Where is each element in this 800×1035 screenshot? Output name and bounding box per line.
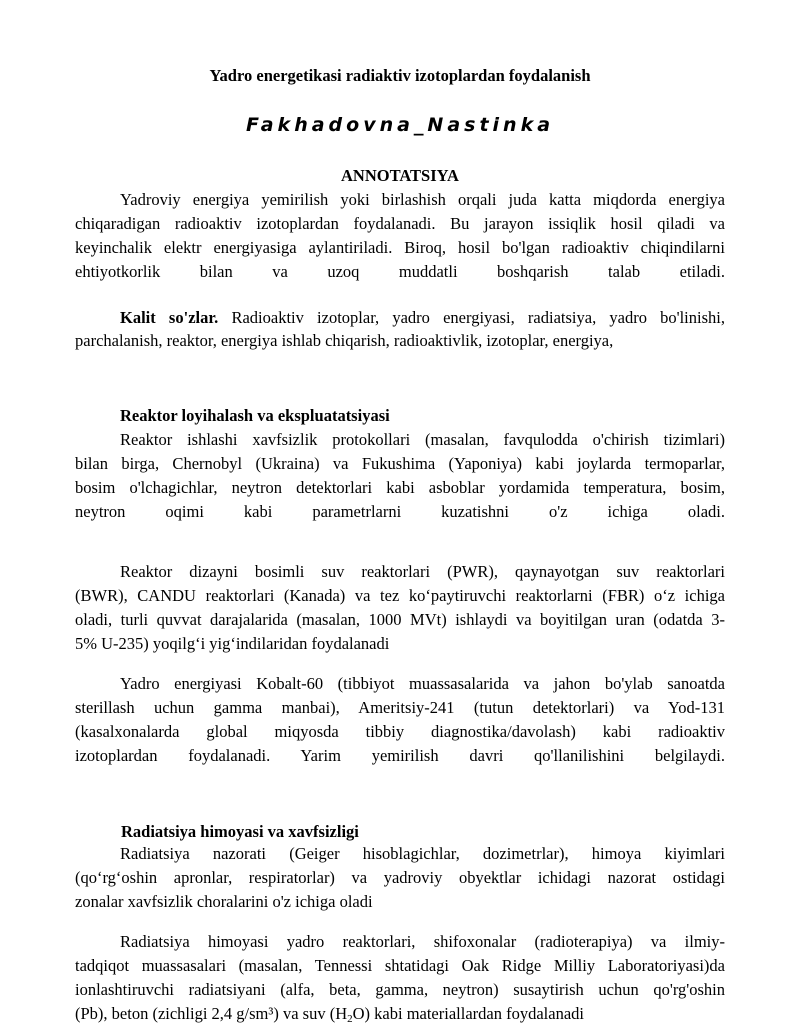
paragraph-line: 5% U-235) yoqilg‘i yig‘indilaridan foydalanadi xyxy=(75,634,390,653)
paragraph-line: Reaktor ishlashi xavfsizlik protokollari (masalan, favqulodda o'chirish tizimlari) xyxy=(120,430,725,449)
paragraph-line: (kasalxonalarda global miqyosda tibbiy diagnostika/davolash) kabi radioaktiv xyxy=(75,722,725,741)
paragraph-line: Reaktor dizayni bosimli suv reaktorlari (PWR), qaynayotgan suv reaktorlari xyxy=(120,562,725,581)
paragraph-line: (qo‘rg‘oshin apronlar, respiratorlar) va yadroviy obyektlar ichidagi nazorat ostidagi xyxy=(75,868,725,887)
annotation-line: chiqaradigan radioaktiv izotoplardan foydalanadi. Bu jarayon issiqlik hosil qiladi va xyxy=(75,214,725,233)
subscript: 2 xyxy=(347,1013,353,1025)
paragraph-line: neytron oqimi kabi parametrlarni kuzatishni o'z ichiga oladi. xyxy=(75,502,725,521)
paragraph-line: bosim o'lchagichlar, neytron detektorlari kabi asboblar yordamida temperatura, bosim, xyxy=(75,478,725,497)
section-heading: Reaktor loyihalash va ekspluatatsiyasi xyxy=(120,406,390,425)
paragraph-line: Radiatsiya nazorati (Geiger hisoblagichlar, dozimetrlar), himoya kiyimlari xyxy=(120,844,725,863)
paragraph-line: izotoplardan foydalanadi. Yarim yemirilish davri qo'llanilishini belgilaydi. xyxy=(75,746,725,765)
paragraph-line: ionlashtiruvchi radiatsiyani (alfa, beta, gamma, neytron) susaytirish uchun qo'rg'oshin xyxy=(75,980,725,999)
paragraph-line: oladi, turli quvvat darajalarida (masalan, 1000 MVt) ishlaydi va boyitilgan uran (odatda 3- xyxy=(75,610,725,629)
paragraph-line: tadqiqot muassasalari (masalan, Tennessi shtatidagi Oak Ridge Milliy Laboratoriyasi)da xyxy=(75,956,725,975)
paragraph-line: Radiatsiya himoyasi yadro reaktorlari, shifoxonalar (radioterapiya) va ilmiy- xyxy=(120,932,725,951)
keywords-label: Kalit so'zlar. xyxy=(120,308,219,327)
author-name: Fakhadovna_Nastinka xyxy=(245,114,555,136)
annotation-line: ehtiyotkorlik bilan va uzoq muddatli boshqarish talab etiladi. xyxy=(75,262,725,281)
paragraph-text: O) kabi materiallardan foydalanadi xyxy=(352,1004,584,1023)
keywords-line: parchalanish, reaktor, energiya ishlab chiqarish, radioaktivlik, izotoplar, energiya, xyxy=(75,331,614,350)
annotation-line: keyinchalik elektr energiyasiga aylantiriladi. Biroq, hosil bo'lgan radioaktiv chiqindilarni xyxy=(75,238,725,257)
paragraph-line: (BWR), CANDU reaktorlari (Kanada) va tez ko‘paytiruvchi reaktorlarni (FBR) o‘z ichiga xyxy=(75,586,725,605)
annotation-line: Yadroviy energiya yemirilish yoki birlashish orqali juda katta miqdorda energiya xyxy=(120,190,725,209)
keywords-text: Radioaktiv izotoplar, yadro energiyasi, radiatsiya, yadro bo'linishi, xyxy=(231,308,725,327)
section-heading: Radiatsiya himoyasi va xavfsizligi xyxy=(121,822,359,841)
keywords-line xyxy=(120,306,725,329)
paragraph-text: (Pb), beton (zichligi 2,4 g/sm³) va suv (H xyxy=(75,1004,348,1023)
paragraph-line: bilan birga, Chernobyl (Ukraina) va Fukushima (Yaponiya) kabi joylarda termoparlar, xyxy=(75,454,725,473)
paragraph-line: sterillash uchun gamma manbai), Ameritsiy-241 (tutun detektorlari) va Yod-131 xyxy=(75,698,725,717)
paragraph-line: Yadro energiyasi Kobalt-60 (tibbiyot muassasalarida va jahon bo'ylab sanoatda xyxy=(120,674,725,693)
paper-title: Yadro energetikasi radiaktiv izotoplardan foydalanish xyxy=(209,66,591,85)
paragraph-line: zonalar xavfsizlik choralarini o'z ichiga oladi xyxy=(75,892,373,911)
annotation-heading: ANNOTATSIYA xyxy=(341,166,459,185)
paragraph-line xyxy=(75,1002,725,1025)
